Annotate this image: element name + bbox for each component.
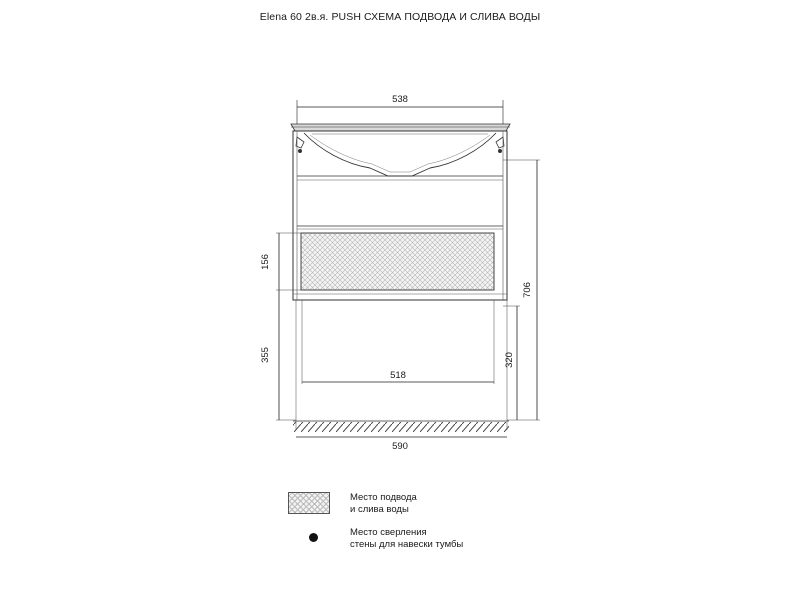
dimension-156-label: 156 [260, 254, 271, 270]
legend-supply-drain-line2: и слива воды [350, 504, 409, 515]
legend-drill-line1: Место сверления [350, 527, 427, 538]
countertop [291, 124, 510, 131]
dimension-518-label: 518 [390, 370, 406, 381]
sink-bowl [304, 133, 496, 176]
legend-supply-drain-text [350, 492, 417, 516]
floor-hatch [293, 421, 509, 432]
supply-drain-zone [301, 233, 494, 290]
dimension-538-label: 538 [392, 94, 408, 105]
extension-lines [276, 160, 540, 430]
dimension-590-label: 590 [392, 441, 408, 452]
legend-drill-line2: стены для навески тумбы [350, 539, 464, 550]
legend-drill-text [350, 527, 463, 551]
legend-supply-drain-line1: Место подвода [350, 492, 417, 503]
diagram-title: Elena 60 2в.я. PUSH СХЕМА ПОДВОДА И СЛИВА ВОДЫ [259, 11, 541, 23]
legend-drill-dot-icon [309, 533, 318, 542]
dimension-355-label: 355 [260, 347, 271, 363]
legend-supply-drain-swatch [288, 492, 330, 514]
dimension-320-label: 320 [504, 352, 515, 368]
dimension-706-label: 706 [522, 282, 533, 298]
